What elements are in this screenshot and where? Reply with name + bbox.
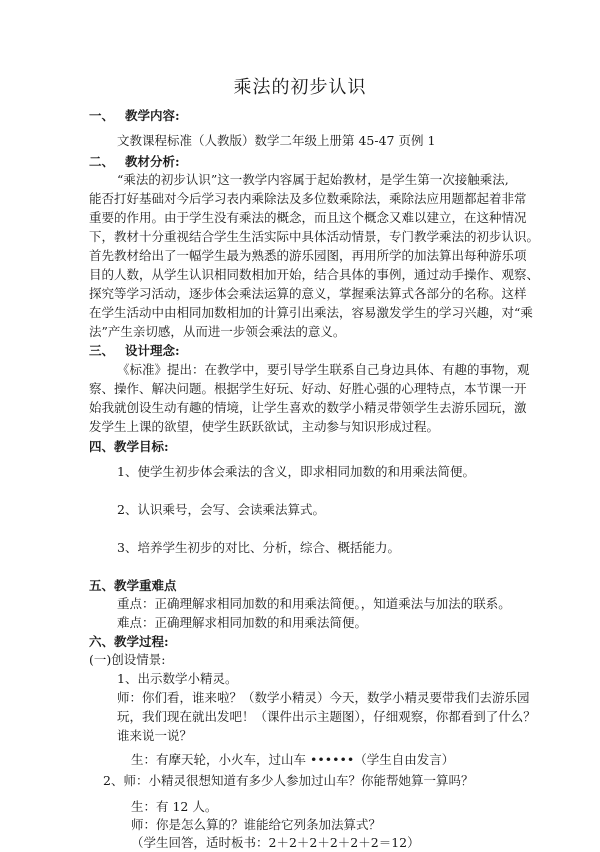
section-6-heading: 六、教学过程: xyxy=(89,634,169,649)
section-1-text: 文教课程标准（人教版）数学二年级上册第 45-47 页例 1 xyxy=(117,133,436,148)
teacher-line: 师：你们看，谁来啦？（数学小精灵）今天，数学小精灵要带我们去游乐园 xyxy=(117,690,530,705)
section-2-line: 能否打好基础对今后学习表内乘除法及多位数乘除法，乘除法应用题都起着非常 xyxy=(89,191,527,206)
section-3-line: 《标准》提出：在教学中，要引导学生联系自己身边具体、有趣的事物，观 xyxy=(117,362,530,377)
section-2-line: 下，教材十分重视结合学生生活实际中具体活动情景，专门教学乘法的初步认识。 xyxy=(89,229,540,244)
section-3-line: 发学生上课的欲望，使学生跃跃欲试，主动参与知识形成过程。 xyxy=(89,419,440,434)
section-4-heading: 四、教学目标: xyxy=(89,439,169,454)
step-item: 1、出示数学小精灵。 xyxy=(117,671,238,686)
board-line: （学生回答，适时板书：2＋2＋2＋2＋2＋2＝12） xyxy=(131,835,420,850)
goal-item: 2、认识乘号，会写、会读乘法算式。 xyxy=(117,502,325,517)
section-2-line: 首先教材给出了一幅学生最为熟悉的游乐园图，再用所学的加法算出每种游乐项 xyxy=(89,248,527,263)
section-2-line: 法”产生亲切感，从而进一步领会乘法的意义。 xyxy=(89,324,346,339)
section-2-line: “乘法的初步认识”这一教学内容属于起始教材，是学生第一次接触乘法, xyxy=(117,172,509,187)
section-3-line: 察、操作、解决问题。根据学生好玩、好动、好胜心强的心理特点，本节课一开 xyxy=(89,381,527,396)
section-2-line: 在学生活动中由相同加数相加的计算引出乘法，容易激发学生的学习兴趣，对“乘 xyxy=(89,305,533,320)
teacher-line: 谁来说一说？ xyxy=(117,728,193,743)
section-1-heading: 教学内容: xyxy=(125,108,180,123)
section-3-line: 始我就创设生动有趣的情境，让学生喜欢的数学小精灵带领学生去游乐园玩，激 xyxy=(89,400,527,415)
goal-item: 3、培养学生初步的对比、分析，综合、概括能力。 xyxy=(117,540,400,555)
teacher-line: 师：你是怎么算的？谁能给它列条加法算式？ xyxy=(131,817,382,832)
section-2-line: 目的人数，从学生认识相同数相加开始，结合具体的事例，通过动手操作、观察、 xyxy=(89,267,540,282)
section-1-number: 一、 xyxy=(89,108,115,123)
teacher-line: 玩，我们现在就出发吧！（课件出示主题图），仔细观察，你都看到了什么？ xyxy=(117,709,536,724)
difficult-point: 难点：正确理解求相同加数的和用乘法简便。 xyxy=(117,615,368,630)
page-title: 乘法的初步认识 xyxy=(233,77,367,98)
student-line: 生：有摩天轮，小火车，过山车 ••••••（学生自由发言） xyxy=(131,752,455,767)
section-5-heading: 五、教学重难点 xyxy=(89,578,177,593)
section-2-line: 探究等学习活动，逐步体会乘法运算的意义，掌握乘法算式各部分的名称。这样 xyxy=(89,286,527,301)
section-2-number: 二、 xyxy=(89,154,115,169)
section-2-line: 重要的作用。由于学生没有乘法的概念，而且这个概念又难以建立，在这种情况 xyxy=(89,210,527,225)
section-3-heading: 设计理念: xyxy=(125,343,180,358)
student-line: 生：有 12 人。 xyxy=(131,799,218,814)
subsection-heading: (一)创设情景: xyxy=(89,652,166,667)
goal-item: 1、使学生初步体会乘法的含义，即求相同加数的和用乘法简便。 xyxy=(117,464,475,479)
section-2-heading: 教材分析: xyxy=(125,154,180,169)
section-3-number: 三、 xyxy=(89,343,115,358)
key-point: 重点：正确理解求相同加数的和用乘法简便。，知道乘法与加法的联系。 xyxy=(117,596,511,611)
step-item: 2、师：小精灵很想知道有多少人参加过山车？你能帮她算一算吗？ xyxy=(103,773,474,788)
